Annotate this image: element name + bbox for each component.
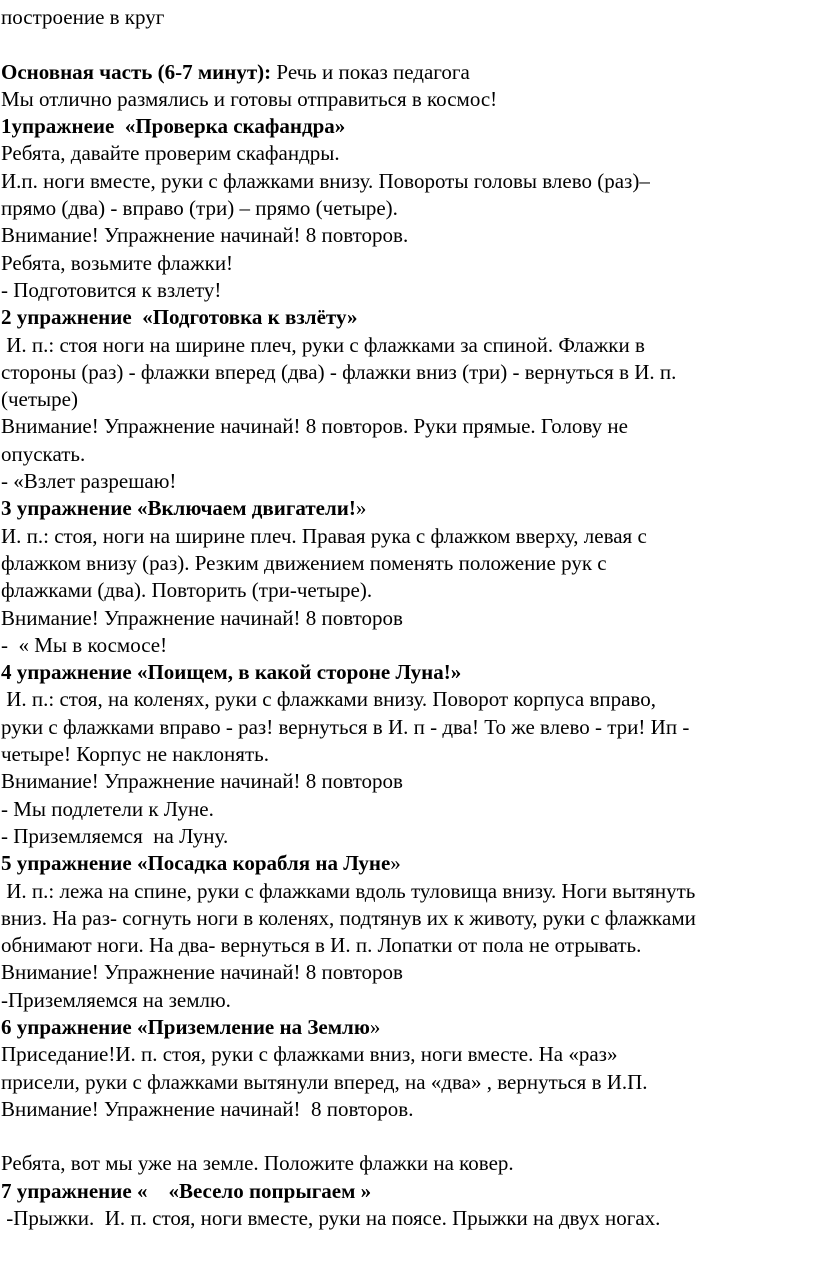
exercise-6-heading-label: 6 упражнение «Приземление на Землю	[1, 1014, 370, 1039]
text-line: Мы отлично размялись и готовы отправиться в космос!	[1, 86, 498, 111]
exercise-6-heading	[0, 1014, 816, 1041]
text-line: Внимание! Упражнение начинай! 8 повторов	[1, 960, 403, 985]
text-line: Внимание! Упражнение начинай! 8 повторов. Руки прямые. Голову не	[1, 414, 628, 439]
closing-quote: »	[369, 1014, 381, 1039]
text-line: прямо (два) - вправо (три) – прямо (четыре).	[1, 196, 398, 221]
text-line: Ребята, вот мы уже на земле. Положите флажки на ковер.	[1, 1151, 514, 1176]
exercise-3-heading	[0, 495, 816, 522]
text-line: - « Мы в космосе!	[1, 632, 168, 657]
text-line: -Приземляемся на землю.	[1, 987, 231, 1012]
text-line: Ребята, давайте проверим скафандры.	[1, 141, 340, 166]
text-line: - Приземляемся на Луну.	[1, 823, 229, 848]
closing-quote: »	[390, 851, 401, 876]
text-line: - Мы подлетели к Луне.	[1, 796, 214, 821]
text-line: И. п.: стоя, ноги на ширине плеч. Правая рука с флажком вверху, левая с	[1, 523, 647, 548]
text-line: стороны (раз) - флажки вперед (два) - флажки вниз (три) - вернуться в И. п.	[1, 359, 677, 384]
text-line: И. п.: лежа на спине, руки с флажками вдоль туловища внизу. Ноги вытянуть	[1, 878, 696, 903]
text-line: И. п.: стоя, на коленях, руки с флажками внизу. Поворот корпуса вправо,	[1, 687, 656, 712]
text-line: Внимание! Упражнение начинай! 8 повторов	[1, 605, 403, 630]
blank-line	[0, 1123, 816, 1150]
section-heading-note: Речь и показ педагога	[271, 59, 470, 84]
exercise-2-heading: 2 упражнение «Подготовка к взлёту»	[1, 305, 358, 330]
exercise-7-heading: 7 упражнение « «Весело попрыгаем »	[1, 1178, 372, 1203]
text-line: четыре! Корпус не наклонять.	[1, 742, 269, 767]
text-line: построение в круг	[1, 5, 165, 29]
text-line: Внимание! Упражнение начинай! 8 повторов.	[1, 1096, 414, 1121]
text-line: Внимание! Упражнение начинай! 8 повторов	[1, 769, 403, 794]
blank-line	[0, 31, 816, 58]
text-line: Внимание! Упражнение начинай! 8 повторов.	[1, 223, 409, 248]
closing-quote: »	[355, 496, 367, 521]
text-line: флажком внизу (раз). Резким движением поменять положение рук с	[1, 550, 607, 575]
section-heading-main	[0, 59, 816, 86]
text-line: руки с флажками вправо - раз! вернуться в И. п - два! То же влево - три! Ип -	[1, 714, 690, 739]
exercise-1-heading: 1упражнеие «Проверка скафандра»	[1, 114, 346, 139]
text-line: И.п. ноги вместе, руки с флажками внизу. Повороты головы влево (раз)–	[1, 168, 650, 193]
text-line: вниз. На раз- согнуть ноги в коленях, подтянув их к животу, руки с флажками	[1, 905, 696, 930]
text-line: -Прыжки. И. п. стоя, ноги вместе, руки на поясе. Прыжки на двух ногах.	[1, 1206, 661, 1231]
exercise-5-heading	[0, 850, 816, 877]
exercise-3-heading-label: 3 упражнение «Включаем двигатели!	[1, 496, 356, 521]
text-line: присели, руки с флажками вытянули вперед, на «два» , вернуться в И.П.	[1, 1069, 648, 1094]
text-line: - «Взлет разрешаю!	[1, 469, 177, 494]
text-line: Приседание!И. п. стоя, руки с флажками вниз, ноги вместе. На «раз»	[1, 1042, 618, 1067]
text-line: И. п.: стоя ноги на ширине плеч, руки с флажками за спиной. Флажки в	[1, 332, 645, 357]
exercise-5-heading-label: 5 упражнение «Посадка корабля на Луне	[1, 851, 391, 876]
text-line: Ребята, возьмите флажки!	[1, 250, 234, 275]
section-heading-label: Основная часть (6-7 минут):	[1, 59, 272, 84]
text-line: обнимают ноги. На два- вернуться в И. п. Лопатки от пола не отрывать.	[1, 933, 642, 958]
text-line: (четыре)	[1, 387, 78, 412]
exercise-4-heading: 4 упражнение «Поищем, в какой стороне Луна!»	[1, 660, 462, 685]
text-line: флажками (два). Повторить (три-четыре).	[1, 578, 373, 603]
text-line: опускать.	[1, 441, 86, 466]
text-line: - Подготовится к взлету!	[1, 277, 222, 302]
